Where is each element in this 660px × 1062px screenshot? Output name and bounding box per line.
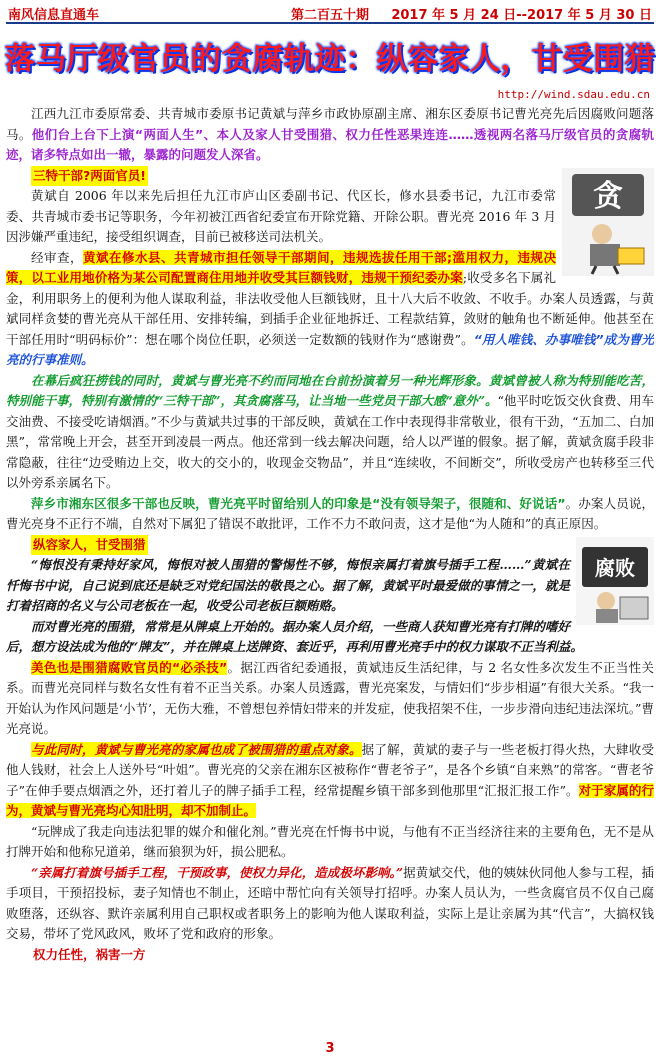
header-publication: 南风信息直通车 [8, 8, 100, 23]
s2-paragraph-3: 美色也是围猎腐败官员的“必杀技”。据江西省纪委通报，黄斌违反生活纪律，与 2 名女性多次发生不正当性关系。而曹光亮同样与数名女性有着不正当关系。办案人员透露，曹光亮案发，与情妇们“步步相逼”有很大关系。“我一开始认为作风问题是‘小节’，无伤大雅，不曾想包养情妇带来的并发症，使我招架不住，一步步滑向违纪违法深坑。”曹光亮说。 [6, 659, 654, 736]
page-header [6, 4, 654, 24]
s2-paragraph-5: “玩牌成了我走向违法犯罪的媒介和催化剂。”曹光亮在忏悔书中说，与他有不正当经济往来的主要角色，无不是从打牌开始和他称兄道弟，继而狼狈为奸，损公肥私。 [6, 823, 654, 859]
s2-paragraph-6: “亲属打着旗号插手工程，干预政事，使权力异化，造成极坏影响。”据黄斌交代，他的姨妹伙同他人参与工程，插手项目，干预招投标，妻子知情也不制止，还暗中帮忙向有关领导打招呼。办案人员认为，一些贪腐官员不仅自己腐败堕落，还纵容、默许亲属利用自己职权或者职务上的影响为他人谋取利益，实际上是让亲属为其“代言”，大搞权钱交易，带坏了党风政风，败坏了党和政府的形象。 [6, 864, 654, 941]
cartoon-image-corruption [562, 168, 654, 276]
s2-tail-highlight: 对于家属的行为，黄斌与曹光亮均心知肚明，却不加制止。 [6, 782, 654, 818]
s2-paragraph-2: 而对曹光亮的围猎，常常是从牌桌上开始的。据办案人员介绍，一些商人获知曹光亮有打牌的嗜好后，想方设法成为他的“牌友”，并在牌桌上送牌资、套近乎，再利用曹光亮手中的权力谋取不正当利益。 [6, 618, 583, 654]
intro-highlight: 他们台上台下上演“两面人生”、本人及家人甘受围猎、权力任性恶果连连……透视两名落马厅级官员的贪腐轨迹，诸多特点如出一辙，暴露的问题发人深省。 [6, 126, 654, 162]
header-issue: 第二百五十期 [290, 8, 369, 23]
s1-paragraph-4: 萍乡市湘东区很多干部也反映，曹光亮平时留给别人的印象是“没有领导架子，很随和、好说话”。办案人员说，曹光亮身不正行不端，自然对下属犯了错误不敢批评，工作不力不敢问责，这才是他“为人随和”的真正原因。 [6, 495, 654, 531]
s1-paragraph-2: 经审查，黄斌在修水县、共青城市担任领导干部期间，违规选拔任用干部;滥用权力，违规决策，以工业用地价格为某公司配置商住用地并收受其巨额钱财，违规干预纪委办案;收受多名下属礼金，利用职务上的便利为他人谋取利益，非法收受他人巨额钱财，且十八大后不收敛、不收手。办案人员透露，与黄斌同样贪婪的曹光亮从干部任用、安排转编，到插手企业征地拆迁、工程款结算，敛财的触角也不断延伸。他甚至在干部任用时“明码标价”：想在哪个岗位任职，必须送一定数额的钱财作为“感谢费”。“用人唯钱、办事唯钱”成为曹光亮的行事准则。 [6, 249, 654, 367]
s1-paragraph-3: 在幕后疯狂捞钱的同时，黄斌与曹光亮不约而同地在台前扮演着另一种光辉形象。黄斌曾被人称为特别能吃苦，特别能干事，特别有激情的“三特干部”，其贪腐落马，让当地一些党员干部大感“意外”。“他平时吃饭交伙食费、用车交油费、不接受吃请烟酒。”不少与黄斌共过事的干部反映，黄斌在工作中表现得非常敬业，很有干劲，“五加二、白加黑”，常常晚上开会，甚至开到凌晨一两点。他还常到一线去解决问题，给人以严谨的假象。据了解，黄斌贪腐手段非常隐蔽，往往“边受贿边上交，收大的交小的，收现金交物品”，并且“连续收，不间断交”，所收受房产也转移至三代以外旁系亲属名下。 [6, 372, 654, 490]
s1-highlight: 黄斌在修水县、共青城市担任领导干部期间，违规选拔任用干部;滥用权力，违规决策，以工业用地价格为某公司配置商住用地并收受其巨额钱财，违规干预纪委办案 [6, 249, 556, 285]
intro-paragraph: 江西九江市委原常委、共青城市委原书记黄斌与萍乡市政协原副主席、湘东区委原书记曹光亮先后因腐败问题落马。他们台上台下上演“两面人生”、本人及家人甘受围猎、权力任性恶果连连……透视两名落马厅级官员的贪腐轨迹，诸多特点如出一辙，暴露的问题发人深省。 [6, 106, 654, 162]
svg-text:贪: 贪 [593, 178, 623, 214]
s2-paragraph-4: 与此同时，黄斌与曹光亮的家属也成了被围猎的重点对象。据了解，黄斌的妻子与一些老板打得火热，大肆收受他人钱财，社会上人送外号“叶姐”。曹光亮的父亲在湘东区被称作“曹老爷子”，是各个乡镇“自来熟”的常客。“曹老爷子”在伸手要点烟酒之外，还打着儿子的牌子插手工程，经常提醒乡镇干部多到他那里“汇报汇报工作”。对于家属的行为，黄斌与曹光亮均心知肚明，却不加制止。 [6, 741, 654, 818]
section-heading-1: 三特干部?两面官员! [31, 166, 148, 187]
s1-quote: “用人唯钱、办事唯钱”成为曹光亮的行事准则。 [6, 331, 654, 367]
source-url[interactable]: http://wind.sdau.edu.cn [497, 88, 650, 101]
section-heading-3: 权力任性，祸害一方 [33, 946, 146, 962]
s1-paragraph-1: 黄斌自 2006 年以来先后担任九江市庐山区委副书记、代区长，修水县委书记，九江市委常委、共青城市委书记等职务，今年初被江西省纪委宣布开除党籍、开除公职。曹光亮 2016 年 3 月因涉嫌严重违纪，接受组织调查，目前已被移送司法机关。 [6, 188, 556, 244]
page-number: 3 [325, 1041, 335, 1056]
article-body [6, 104, 654, 1034]
section-heading-2: 纵容家人，甘受围猎 [31, 535, 148, 556]
article-title: 落马厅级官员的贪腐轨迹：纵容家人，甘受围猎 [4, 42, 656, 77]
s2-paragraph-1: “悔恨没有秉持好家风，悔恨对被人围猎的警惕性不够，悔恨亲属打着旗号插手工程……”黄斌在忏悔书中说，自己说到底还是缺乏对党纪国法的敬畏之心。据了解，黄斌平时最爱做的事情之一，就是打着招商的名义与公司老板在一起，收受公司老板巨额贿赂。 [6, 557, 570, 613]
svg-text:腐败: 腐败 [595, 555, 635, 580]
s2-highlight: 美色也是围猎腐败官员的“必杀技” [31, 659, 228, 675]
cartoon-image-corruption-2 [576, 537, 654, 625]
header-date-range: 2017 年 5 月 24 日--2017 年 5 月 30 日 [391, 8, 652, 23]
